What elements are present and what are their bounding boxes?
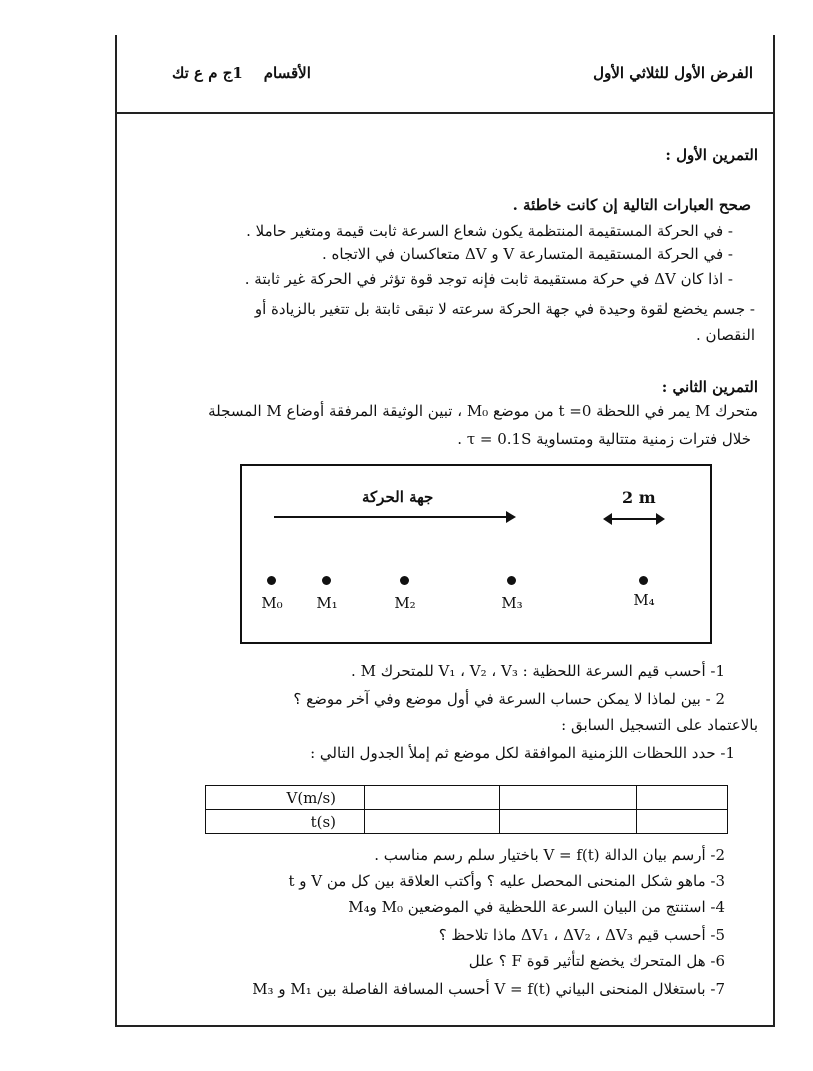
position-dot-m3 bbox=[507, 576, 516, 585]
frame-bottom-border bbox=[115, 1025, 775, 1027]
position-label-m1: M₁ bbox=[316, 594, 338, 612]
exercise2-part2-question-7: 7- باستغلال المنحنى البياني V = f(t) أحسب المسافة الفاصلة بين M₁ و M₃ bbox=[252, 980, 725, 998]
exercise2-intro-line2: خلال فترات زمنية متتالية ومتساوية τ = 0.1S . bbox=[457, 430, 751, 448]
exercise2-part2-question-6: 6- هل المتحرك يخضع لتأثير قوة F ؟ علل bbox=[468, 952, 725, 970]
table-row-label-t: t(s) bbox=[206, 810, 365, 834]
exercise2-part2-question-1: 1- حدد اللحظات اللزمنية الموافقة لكل موضع ثم إملأ الجدول التالي : bbox=[310, 744, 735, 762]
exercise1-title: التمرين الأول : bbox=[665, 146, 758, 164]
exercise1-item-4-cont: النقصان . bbox=[696, 326, 755, 344]
exercise2-part2-question-5: 5- أحسب قيم ΔV₁ ، ΔV₂ ، ΔV₃ ماذا تلاحظ ؟ bbox=[438, 926, 725, 944]
motion-direction-arrow bbox=[274, 516, 514, 518]
position-dot-m4 bbox=[639, 576, 648, 585]
position-dot-m0 bbox=[267, 576, 276, 585]
table-row bbox=[206, 786, 728, 810]
classes-info bbox=[172, 64, 311, 82]
table-cell bbox=[365, 786, 500, 810]
exercise2-part2-question-4: 4- استنتج من البيان السرعة اللحظية في الموضعين M₀ وM₄ bbox=[348, 898, 725, 916]
classes-value: 1ج م ع تك bbox=[172, 64, 243, 82]
position-dot-m1 bbox=[322, 576, 331, 585]
table-row-label-v: V(m/s) bbox=[206, 786, 365, 810]
position-label-m0: M₀ bbox=[261, 594, 283, 612]
exercise1-item-2: - في الحركة المستقيمة المتسارعة V و ΔV متعاكسان في الاتجاه . bbox=[321, 245, 733, 263]
scale-label: 2 m bbox=[622, 488, 656, 507]
motion-direction-label: جهة الحركة bbox=[362, 488, 434, 506]
table-cell bbox=[637, 810, 728, 834]
classes-label: الأقسام bbox=[263, 64, 311, 82]
exercise2-intro-line1: متحرك M يمر في اللحظة t =0 من موضع M₀ ، تبين الوثيقة المرفقة أوضاع M المسجلة bbox=[208, 402, 758, 420]
motion-recording-diagram bbox=[240, 464, 712, 644]
exercise1-item-1: - في الحركة المستقيمة المنتظمة يكون شعاع السرعة ثابت قيمة ومتغير حاملا . bbox=[246, 222, 733, 240]
table-cell bbox=[500, 786, 637, 810]
position-label-m3: M₃ bbox=[501, 594, 523, 612]
exercise2-based-on: بالاعتماد على التسجيل السابق : bbox=[561, 716, 758, 734]
header-separator bbox=[115, 112, 775, 114]
position-label-m2: M₂ bbox=[394, 594, 416, 612]
table-cell bbox=[500, 810, 637, 834]
exercise2-question-2: 2 - بين لماذا لا يمكن حساب السرعة في أول موضع وفي آخر موضع ؟ bbox=[293, 690, 725, 708]
table-cell bbox=[365, 810, 500, 834]
position-dot-m2 bbox=[400, 576, 409, 585]
velocity-time-table bbox=[205, 785, 728, 834]
frame-right-border bbox=[773, 35, 775, 1027]
table-cell bbox=[637, 786, 728, 810]
exercise1-item-3: - اذا كان ΔV في حركة مستقيمة ثابت فإنه توجد قوة تؤثر في الحركة غير ثابتة . bbox=[244, 270, 733, 288]
scale-double-arrow bbox=[605, 518, 663, 520]
frame-left-border bbox=[115, 35, 117, 1027]
position-label-m4: M₄ bbox=[633, 591, 655, 609]
exercise2-part2-question-2: 2- أرسم بيان الدالة V = f(t) باختيار سلم رسم مناسب . bbox=[374, 846, 725, 864]
exercise1-instruction: صحح العبارات التالية إن كانت خاطئة . bbox=[512, 196, 751, 214]
exam-title: الفرض الأول للثلاثي الأول bbox=[593, 64, 753, 82]
table-row bbox=[206, 810, 728, 834]
exercise2-part2-question-3: 3- ماهو شكل المنحنى المحصل عليه ؟ وأكتب العلاقة بين كل من V و t bbox=[288, 872, 725, 890]
exercise2-question-1: 1- أحسب قيم السرعة اللحظية : V₁ ، V₂ ، V₃ للمتحرك M . bbox=[351, 662, 725, 680]
exercise2-title: التمرين الثاني : bbox=[661, 378, 758, 396]
exercise1-item-4: - جسم يخضع لقوة وحيدة في جهة الحركة سرعته لا تبقى ثابتة بل تتغير بالزيادة أو bbox=[254, 300, 755, 318]
